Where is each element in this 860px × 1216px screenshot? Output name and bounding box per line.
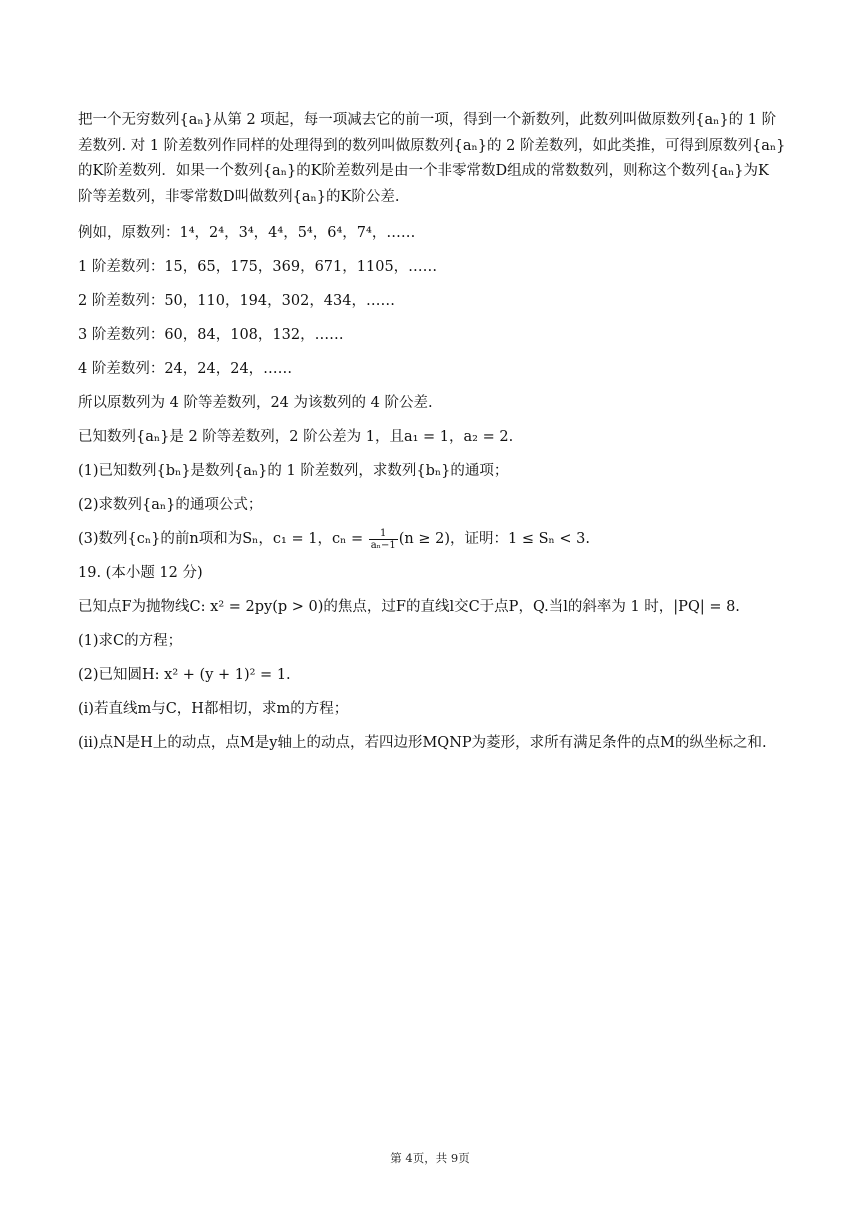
- term-1: 1⁴: [179, 225, 195, 241]
- q19-header: 19. (本小题 12 分): [78, 565, 203, 581]
- term-3: 3⁴: [238, 225, 254, 241]
- term-ellipsis: ……: [386, 225, 416, 241]
- term-4: 4⁴: [268, 225, 284, 241]
- q19-given: 已知点F为抛物线C: x² = 2py(p > 0)的焦点，过F的直线l交C于点P，Q.当l的斜率为 1 时，|PQ| = 8.: [78, 599, 740, 615]
- intro-line-2: 差数列. 对 1 阶差数列作同样的处理得到的数列叫做原数列{aₙ}的 2 阶差数列，如此类推，可得到原数列{aₙ}: [78, 137, 786, 154]
- fraction: [369, 528, 398, 551]
- intro-paragraph: [78, 108, 786, 210]
- fraction-denominator: aₙ−1: [370, 539, 396, 551]
- intro-line-4: 阶等差数列，非零常数D叫做数列{aₙ}的K阶公差.: [78, 188, 400, 205]
- q18-part-3-lead: (3)数列{cₙ}的前n项和为Sₙ，c₁ = 1，cₙ =: [78, 531, 368, 547]
- term-7: 7⁴: [356, 225, 372, 241]
- q19-part-2: (2)已知圆H: x² + (y + 1)² = 1.: [78, 667, 291, 683]
- intro-line-1: 把一个无穷数列{aₙ}从第 2 项起，每一项减去它的前一项，得到一个新数列，此数列叫做原数列{aₙ}的 1 阶: [78, 112, 777, 128]
- example-order-1: 1 阶差数列：15，65，175，369，671，1105，……: [78, 259, 438, 275]
- term-5: 5⁴: [297, 225, 313, 241]
- fraction-numerator: 1: [369, 528, 398, 540]
- q19-part-1: (1)求C的方程；: [78, 633, 183, 649]
- term-2: 2⁴: [209, 225, 225, 241]
- q18-part-3-tail: (n ≥ 2)，证明：1 ≤ Sₙ < 3.: [398, 531, 590, 547]
- term-6: 6⁴: [327, 225, 343, 241]
- example-original: 例如，原数列：1⁴，2⁴，3⁴，4⁴，5⁴，6⁴，7⁴，……: [78, 225, 416, 241]
- example-order-4: 4 阶差数列：24，24，24，……: [78, 361, 293, 377]
- q19-part-2-i: (i)若直线m与C，H都相切，求m的方程；: [78, 701, 349, 717]
- page-content: [78, 108, 786, 760]
- example-conclusion: 所以原数列为 4 阶等差数列，24 为该数列的 4 阶公差.: [78, 395, 433, 411]
- q18-part-3: [78, 522, 783, 556]
- example-order-2: 2 阶差数列：50，110，194，302，434，……: [78, 293, 395, 309]
- intro-line-3: 的K阶差数列．如果一个数列{aₙ}的K阶差数列是由一个非零常数D组成的常数数列，则称这个数列{aₙ}为K: [78, 163, 769, 179]
- q18-part-1: (1)已知数列{bₙ}是数列{aₙ}的 1 阶差数列，求数列{bₙ}的通项；: [78, 463, 509, 479]
- q18-part-2: (2)求数列{aₙ}的通项公式；: [78, 497, 263, 513]
- q18-given: 已知数列{aₙ}是 2 阶等差数列，2 阶公差为 1，且a₁ = 1，a₂ = 2.: [78, 429, 514, 445]
- page-footer: 第 4页，共 9页: [390, 1151, 470, 1165]
- example-order-3: 3 阶差数列：60，84，108，132，……: [78, 327, 344, 343]
- example-original-label: 例如，原数列：: [78, 225, 180, 241]
- q19-part-2-ii: (ii)点N是H上的动点，点M是y轴上的动点，若四边形MQNP为菱形，求所有满足条件的点M的纵坐标之和.: [78, 735, 767, 751]
